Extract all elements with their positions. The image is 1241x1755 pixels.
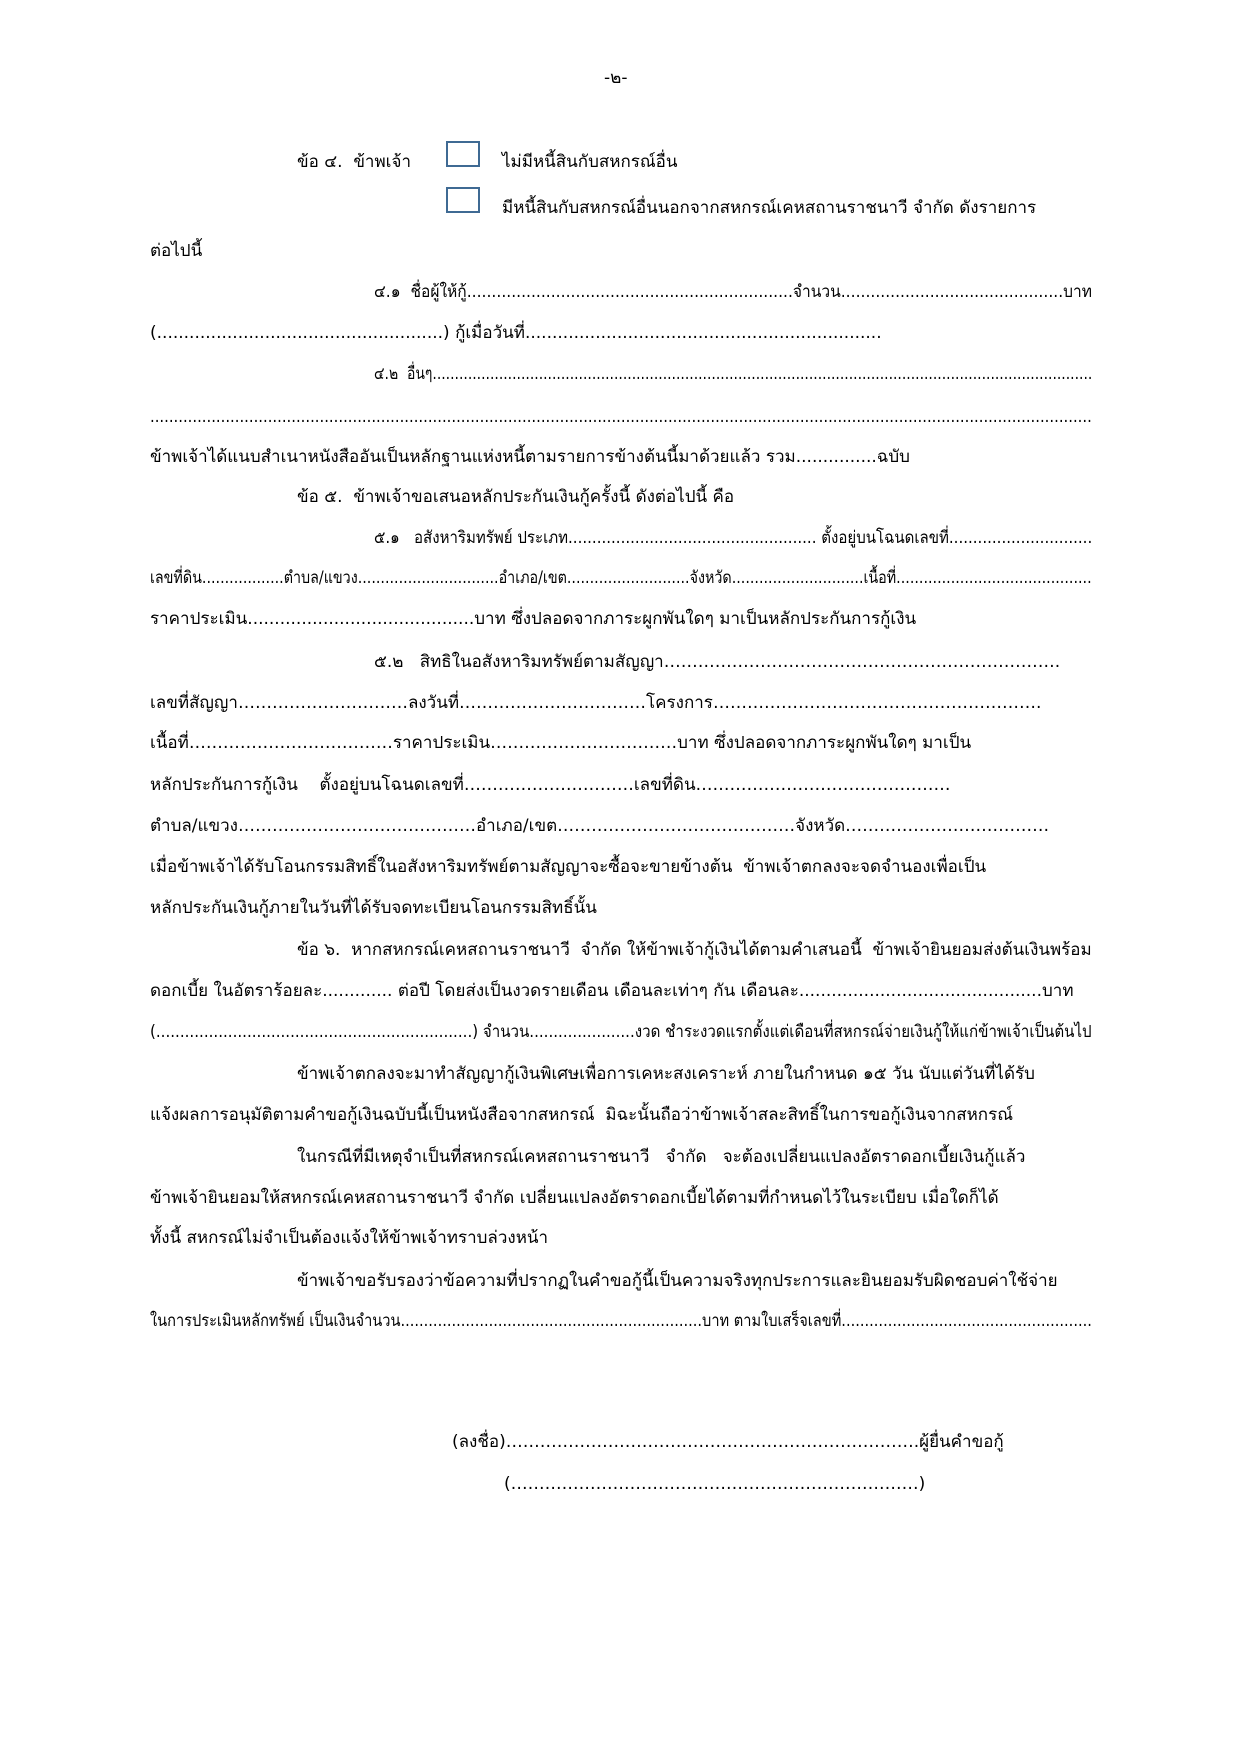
item5-2-location[interactable]: ตำบล/แขวง……………………………………อำเภอ/เขต……………………………………จังหวัด……………………………… <box>150 816 1050 836</box>
item4-1-date-field[interactable]: (.....................................................) กู้เมื่อวันที่.................................................................. <box>150 323 882 343</box>
contract-para-line-2: แจ้งผลการอนุมัติตามคำขอกู้เงินฉบับนี้เป็นหนังสือจากสหกรณ์ มิฉะนั้นถือว่าข้าพเจ้าสละสิทธิ์ในการขอกู้เงินจากสหกรณ์ <box>150 1105 1013 1125</box>
item6-interest-field[interactable]: ดอกเบี้ย ในอัตราร้อยละ............. ต่อปี โดยส่งเป็นงวดรายเดือน เดือนละเท่าๆ กัน เดือนละ.............................................บาท <box>150 981 1074 1001</box>
item5-2-mortgage-note-cont: หลักประกันเงินกู้ภายในวันที่ได้รับจดทะเบียนโอนกรรมสิทธิ์นั้น <box>150 898 597 918</box>
item5-1-real-estate[interactable]: ๕.๑ อสังหาริมทรัพย์ ประเภท.................................................... ตั้งอยู่บนโฉนดเลขที่.............................. <box>374 528 1093 548</box>
item4-attachment-note: ข้าพเจ้าได้แนบสำเนาหนังสืออันเป็นหลักฐานแห่งหนี้ตามรายการข้างต้นนี้มาด้วยแล้ว รวม...............ฉบับ <box>150 447 910 467</box>
item4-2-other-continuation[interactable]: ........................................................................................................................................................................................................ <box>150 407 1092 427</box>
item4-continuation: ต่อไปนี้ <box>150 241 203 261</box>
item5-2-contract-number[interactable]: เลขที่สัญญา…………………………ลงวันที่……………………………โครงการ…………………………………………………. <box>150 693 1042 713</box>
checkbox-has-other-debt[interactable] <box>446 187 480 213</box>
item5-2-area-appraisal[interactable]: เนื้อที่………………………………ราคาประเมิน……………………………บาท ซึ่งปลอดจากภาระผูกพันใดๆ มาเป็น <box>150 733 972 753</box>
page-number: -๒- <box>604 68 628 88</box>
checkbox-no-other-debt[interactable] <box>446 141 480 167</box>
item4-2-other-field[interactable]: ๔.๒ อื่นๆ..................................................................................................................................................... <box>374 364 1093 384</box>
certify-para-line-1: ข้าพเจ้าขอรับรองว่าข้อความที่ปรากฏในคำขอกู้นี้เป็นความจริงทุกประการและยินยอมรับผิดชอบค่าใช้จ่าย <box>297 1271 1058 1291</box>
applicant-name-line[interactable]: (………………………………………………………………) <box>504 1474 926 1494</box>
interest-para-line-1: ในกรณีที่มีเหตุจำเป็นที่สหกรณ์เคหสถานราชนาวี จำกัด จะต้องเปลี่ยนแปลงอัตราดอกเบี้ยเงินกู้แล้ว <box>297 1147 1026 1167</box>
item4-1-lender-field[interactable]: ๔.๑ ชื่อผู้ให้กู้..................................................................จำนวน.............................................บาท <box>374 282 1093 302</box>
item4-option-has-debt: มีหนี้สินกับสหกรณ์อื่นนอกจากสหกรณ์เคหสถานราชนาวี จำกัด ดังรายการ <box>502 198 1037 218</box>
contract-para-line-1: ข้าพเจ้าตกลงจะมาทำสัญญากู้เงินพิเศษเพื่อการเคหะสงเคราะห์ ภายในกำหนด ๑๕ วัน นับแต่วันที่ได้รับ <box>297 1064 1035 1084</box>
interest-para-line-2: ข้าพเจ้ายินยอมให้สหกรณ์เคหสถานราชนาวี จำกัด เปลี่ยนแปลงอัตราดอกเบี้ยได้ตามที่กำหนดไว้ในระเบียบ เมื่อใดก็ได้ <box>150 1188 999 1208</box>
item5-2-contract-rights[interactable]: ๕.๒ สิทธิในอสังหาริมทรัพย์ตามสัญญา……………………………………………………………. <box>374 652 1061 672</box>
item4-option-no-debt: ไม่มีหนี้สินกับสหกรณ์อื่น <box>502 152 678 172</box>
item5-heading: ข้อ ๕. ข้าพเจ้าขอเสนอหลักประกันเงินกู้ครั้งนี้ ดังต่อไปนี้ คือ <box>297 487 735 507</box>
item5-2-mortgage-note: เมื่อข้าพเจ้าได้รับโอนกรรมสิทธิ์ในอสังหาริมทรัพย์ตามสัญญาจะซื้อจะขายข้างต้น ข้าพเจ้าตกลงจะจดจำนองเพื่อเป็น <box>150 857 987 877</box>
interest-para-line-3: ทั้งนี้ สหกรณ์ไม่จำเป็นต้องแจ้งให้ข้าพเจ้าทราบล่วงหน้า <box>150 1228 549 1248</box>
item6-line-1: ข้อ ๖. หากสหกรณ์เคหสถานราชนาวี จำกัด ให้ข้าพเจ้ากู้เงินได้ตามคำเสนอนี้ ข้าพเจ้ายินยอมส่งต้นเงินพร้อม <box>297 940 1092 960</box>
item6-installments-field[interactable]: (..................................................................) จำนวน......................งวด ชำระงวดแรกตั้งแต่เดือนที่สหกรณ์จ่ายเงินกู้ให้แก่ข้าพเจ้าเป็นต้นไป <box>150 1022 1092 1042</box>
certify-para-line-2[interactable]: ในการประเมินหลักทรัพย์ เป็นเงินจำนวน.................................................................บาท ตามใบเสร็จเลขที่...................................................... <box>150 1311 1092 1331</box>
item5-1-land-location[interactable]: เลขที่ดิน..................ตำบล/แขวง...............................อำเภอ/เขต...........................จังหวัด.............................เนื้อที่........................................... <box>150 568 1092 588</box>
signature-line[interactable]: (ลงชื่อ)……………………………………………………………….ผู้ยื่นคำขอกู้ <box>452 1432 1004 1452</box>
item5-2-deed-number[interactable]: หลักประกันการกู้เงิน ตั้งอยู่บนโฉนดเลขที่…………………………เลขที่ดิน……………………………………… <box>150 775 951 795</box>
item4-prefix: ข้อ ๔. ข้าพเจ้า <box>297 152 412 172</box>
item5-1-appraisal[interactable]: ราคาประเมิน..........................................บาท ซึ่งปลอดจากภาระผูกพันใดๆ มาเป็นหลักประกันการกู้เงิน <box>150 609 917 629</box>
